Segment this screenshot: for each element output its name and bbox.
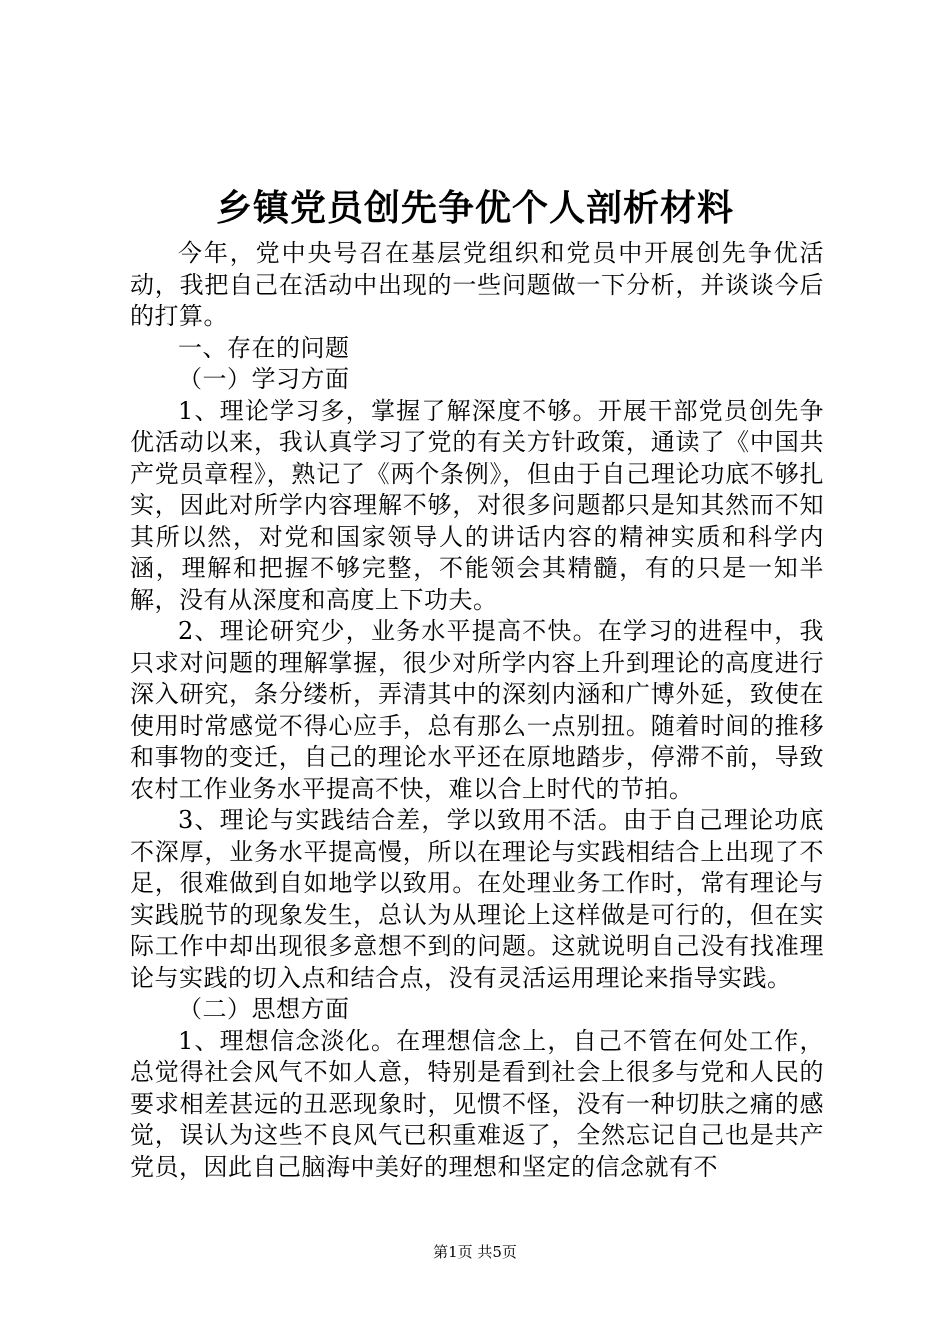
- paragraph-intro: 今年，党中央号召在基层党组织和党员中开展创先争优活动，我把自己在活动中出现的一些问题做一下分析，并谈谈今后的打算。: [130, 239, 824, 330]
- subsection-heading-study: （一）学习方面: [178, 365, 350, 393]
- section-heading: 一、存在的问题: [178, 333, 350, 362]
- subsection-heading-thought: （二）思想方面: [178, 995, 350, 1023]
- paragraph-thought-1: 1、理想信念淡化。在理想信念上，自己不管在何处工作，总觉得社会风气不如人意，特别是看到社会上很多与党和人民的要求相差甚远的丑恶现象时，见惯不怪，没有一种切肤之痛的感觉，误认为这些不良风气已积重难返了，全然忘记自己也是共产党员，因此自己脑海中美好的理想和坚定的信念就有不: [130, 1026, 824, 1181]
- document-body: [130, 238, 824, 1183]
- document-title: 乡镇党员创先争优个人剖析材料: [215, 187, 734, 229]
- paragraph-study-2: 2、理论研究少，业务水平提高不快。在学习的进程中，我只求对问题的理解掌握，很少对所学内容上升到理论的高度进行深入研究，条分缕析，弄清其中的深刻内涵和广博外延，致使在使用时常感觉不得心应手，总有那么一点别扭。随着时间的推移和事物的变迁，自己的理论水平还在原地踏步，停滞不前，导致农村工作业务水平提高不快，难以合上时代的节拍。: [130, 617, 824, 803]
- paragraph-study-3: 3、理论与实践结合差，学以致用不活。由于自己理论功底不深厚，业务水平提高慢，所以在理论与实践相结合上出现了不足，很难做到自如地学以致用。在处理业务工作时，常有理论与实践脱节的现象发生，总认为从理论上这样做是可行的，但在实际工作中却出现很多意想不到的问题。这就说明自己没有找准理论与实践的切入点和结合点，没有灵活运用理论来指导实践。: [130, 806, 824, 992]
- page-footer: 第1页 共5页: [433, 1243, 517, 1261]
- paragraph-study-1: 1、理论学习多，掌握了解深度不够。开展干部党员创先争优活动以来，我认真学习了党的有关方针政策，通读了《中国共产党员章程》，熟记了《两个条例》，但由于自己理论功底不够扎实，因此对所学内容理解不够，对很多问题都只是知其然而不知其所以然，对党和国家领导人的讲话内容的精神实质和科学内涵，理解和把握不够完整，不能领会其精髓，有的只是一知半解，没有从深度和高度上下功夫。: [130, 396, 824, 614]
